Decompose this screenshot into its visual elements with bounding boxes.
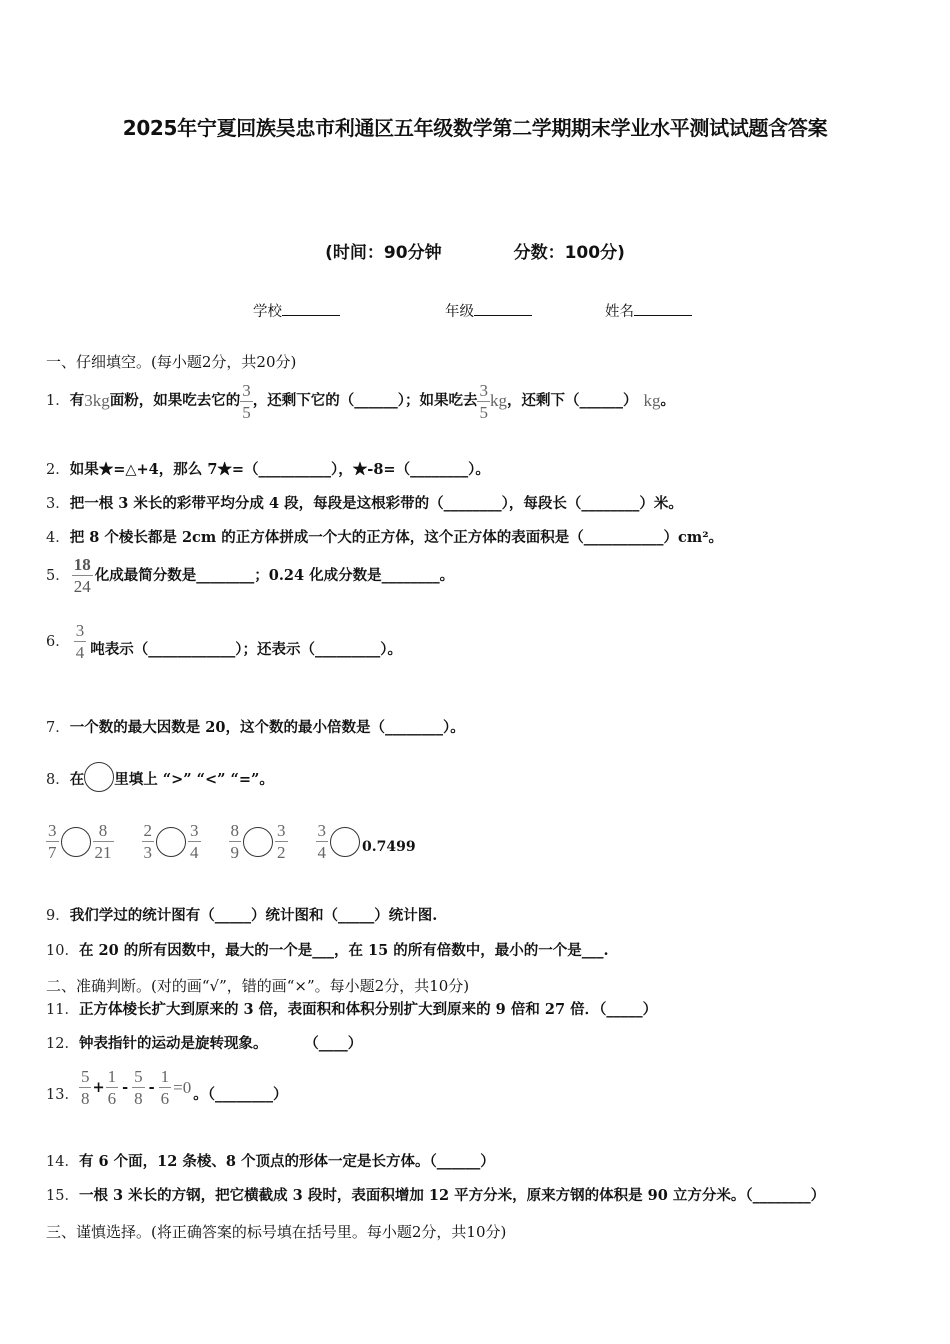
time-label: (时间：90分钟 bbox=[325, 243, 442, 263]
section-3-heading: 三、谨慎选择。(将正确答案的标号填在括号里。每小题2分，共10分) bbox=[46, 1223, 507, 1241]
question-2: 2．如果★=△+4，那么 7★=（__________），★-8=（________）。 bbox=[46, 461, 490, 478]
grade-field: 年级 bbox=[445, 302, 532, 322]
name-field: 姓名 bbox=[605, 302, 692, 322]
section-2-heading: 二、准确判断。(对的画“√”，错的画“×”。每小题2分，共10分) bbox=[46, 977, 470, 995]
question-10: 10．在 20 的所有因数中，最大的一个是___，在 15 的所有倍数中，最小的一个是___. bbox=[46, 942, 609, 959]
compare-circle-2[interactable] bbox=[156, 827, 186, 857]
exam-meta bbox=[0, 238, 950, 263]
question-15: 15．一根 3 米长的方钢，把它横截成 3 段时，表面积增加 12 平方分米，原来方钢的体积是 90 立方分米。（________） bbox=[46, 1187, 826, 1204]
compare-circle-4[interactable] bbox=[330, 827, 360, 857]
question-5: 5． $\frac{18}{24}$ 化成最简分数是________；0.24 化成分数是________。 bbox=[46, 555, 455, 596]
school-field: 学校 bbox=[253, 302, 340, 322]
question-13: 13． $\frac{5}{8}$ + $\frac{1}{6}$ - $\frac{5}{8}$ - $\frac{1}{6}$ =0 。（________） bbox=[46, 1067, 288, 1108]
question-8: 8． 在 里填上 “>” “<” “=”。 bbox=[46, 762, 274, 790]
compare-circle-3[interactable] bbox=[243, 827, 273, 857]
question-6: 6． $\frac{3}{4}$ 吨表示（____________）；还表示（_________）。 bbox=[46, 621, 402, 662]
question-9: 9．我们学过的统计图有（_____）统计图和（_____）统计图. bbox=[46, 907, 438, 924]
question-4: 4．把 8 个棱长都是 2cm 的正方体拼成一个大的正方体，这个正方体的表面积是（___________）cm²。 bbox=[46, 529, 724, 546]
comparison-row bbox=[46, 822, 444, 861]
question-12: 12．钟表指针的运动是旋转现象。 （____） bbox=[46, 1035, 363, 1052]
grade-blank[interactable] bbox=[474, 315, 532, 316]
question-3: 3．把一根 3 米长的彩带平均分成 4 段，每段是这根彩带的（________），每段长（________）米。 bbox=[46, 495, 683, 512]
comparison-pair-2: $\frac{2}{3}$ $\frac{3}{4}$ bbox=[143, 821, 199, 862]
fraction-18-24: $\frac{18}{24}$ bbox=[73, 555, 91, 596]
fraction-3-5: $\frac{3}{5}$ bbox=[242, 380, 251, 422]
fraction-3-5-b: $\frac{3}{5}$ bbox=[479, 380, 488, 422]
score-label: 分数：100分) bbox=[513, 243, 625, 263]
amount-3kg: 3kg bbox=[84, 391, 110, 410]
school-blank[interactable] bbox=[282, 315, 340, 316]
question-7: 7．一个数的最大因数是 20，这个数的最小倍数是（________）。 bbox=[46, 719, 465, 736]
comparison-pair-3: $\frac{8}{9}$ $\frac{3}{2}$ bbox=[230, 821, 286, 862]
compare-circle-1[interactable] bbox=[61, 827, 91, 857]
fraction-3-4: $\frac{3}{4}$ bbox=[75, 621, 85, 662]
question-1: 1． 有 3kg 面粉，如果吃去它的 $\frac{3}{5}$ ，还剩下它的（______）；如果吃去 $\frac{3}{5}$ kg ，还剩下（______） kg 。 bbox=[46, 380, 675, 422]
question-14: 14．有 6 个面，12 条棱、8 个顶点的形体一定是长方体。（______） bbox=[46, 1153, 495, 1170]
comparison-pair-4: $\frac{3}{4}$ 0.7499 bbox=[317, 821, 416, 862]
name-blank[interactable] bbox=[634, 315, 692, 316]
section-1-heading: 一、仔细填空。(每小题2分，共20分) bbox=[46, 353, 297, 371]
comparison-pair-1: $\frac{3}{7}$ $\frac{8}{21}$ bbox=[48, 821, 112, 862]
page-title: 2025年宁夏回族吴忠市利通区五年级数学第二学期期末学业水平测试试题含答案 bbox=[122, 116, 828, 140]
comparison-circle-icon bbox=[84, 762, 114, 792]
question-11: 11．正方体棱长扩大到原来的 3 倍，表面积和体积分别扩大到原来的 9 倍和 27 倍．（_____） bbox=[46, 1001, 658, 1018]
